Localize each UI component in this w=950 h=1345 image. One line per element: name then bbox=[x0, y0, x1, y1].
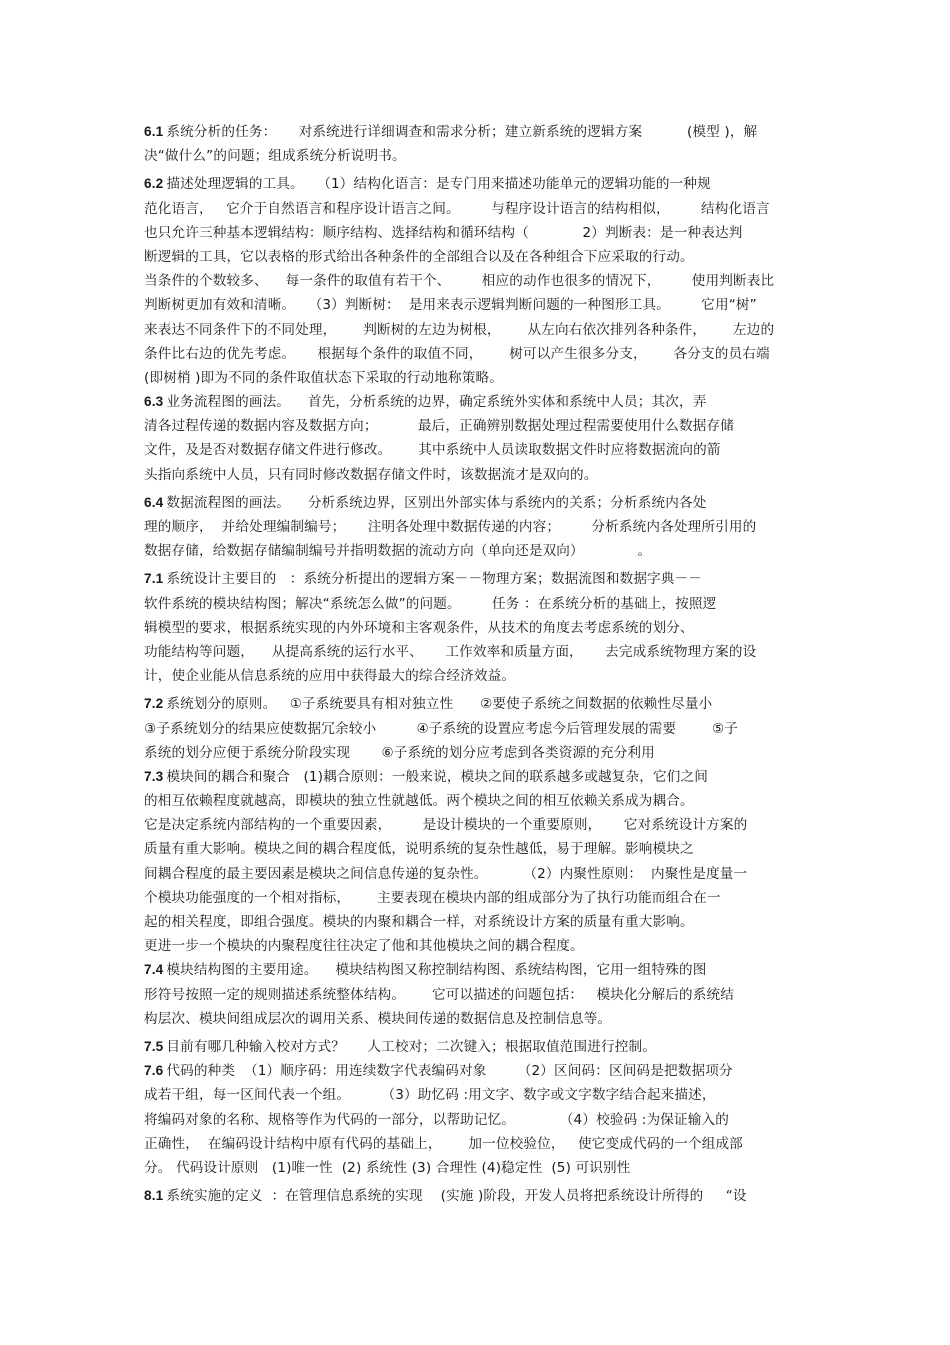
line-text: 将编码对象的名称、规格等作为代码的一部分，以帮助记忆。 （4）校验码 :为保证输入的 bbox=[144, 1111, 729, 1128]
line-text: 断逻辑的工具，它以表格的形式给出各种条件的全部组合以及在各种组合下应采取的行动。 bbox=[144, 248, 694, 265]
line-text: (即树梢 )即为不同的条件取值状态下采取的行动地称策略。 bbox=[144, 369, 503, 386]
text-line bbox=[144, 414, 808, 438]
section-number: 7.3 bbox=[144, 768, 164, 784]
line-text: 数据流程图的画法。 分析系统边界，区别出外部实体与系统内的关系；分析系统内各处 bbox=[166, 494, 707, 511]
line-text: 系统实施的定义 ：在管理信息系统的实现 (实施 )阶段，开发人员将把系统设计所得的 “设 bbox=[166, 1188, 747, 1205]
line-text: 分。 代码设计原则 (1)唯一性 (2) 系统性 (3) 合理性 (4)稳定性 (5) 可识别性 bbox=[144, 1159, 631, 1176]
section-number: 6.2 bbox=[144, 176, 164, 192]
line-text: 模块间的耦合和聚合 (1)耦合原则：一般来说，模块之间的联系越多或越复杂，它们之间 bbox=[166, 768, 708, 785]
text-line bbox=[144, 144, 808, 168]
line-text: 也只允许三种基本逻辑结构：顺序结构、选择结构和循环结构（ 2）判断表：是一种表达判 bbox=[144, 224, 743, 241]
line-text: 业务流程图的画法。 首先，分析系统的边界，确定系统外实体和系统中人员；其次，弄 bbox=[166, 394, 707, 411]
text-line bbox=[144, 983, 808, 1007]
text-line bbox=[144, 741, 808, 765]
line-text: 当条件的个数较多、 每一条件的取值有若干个、 相应的动作也很多的情况下， 使用判断表比 bbox=[144, 273, 775, 290]
section-heading-line bbox=[144, 1035, 808, 1059]
text-line bbox=[144, 640, 808, 664]
text-line bbox=[144, 886, 808, 910]
document-body bbox=[144, 120, 808, 1208]
line-text: 系统的划分应便于系统分阶段实现 ⑥子系统的划分应考虑到各类资源的充分利用 bbox=[144, 744, 655, 761]
line-text: 成若干组，每一区间代表一个组。 （3）助忆码 :用文字、数字或文字数字结合起来描述， bbox=[144, 1087, 716, 1104]
text-line bbox=[144, 837, 808, 861]
line-text: 它是决定系统内部结构的一个重要因素， 是设计模块的一个重要原则， 它对系统设计方案的 bbox=[144, 817, 748, 834]
section-heading-line bbox=[144, 692, 808, 716]
line-text: 头指向系统中人员，只有同时修改数据存储文件时，该数据流才是双向的。 bbox=[144, 466, 598, 483]
line-text: 数据存储，给数据存储编制编号并指明数据的流动方向（单向还是双向） 。 bbox=[144, 543, 652, 560]
text-line bbox=[144, 934, 808, 958]
text-line bbox=[144, 366, 808, 390]
line-text: 质量有重大影响。模块之间的耦合程度低，说明系统的复杂性越低，易于理解。影响模块之 bbox=[144, 841, 694, 858]
line-text: 间耦合程度的最主要因素是模块之间信息传递的复杂性。 （2）内聚性原则： 内聚性是度量一 bbox=[144, 865, 748, 882]
text-line bbox=[144, 789, 808, 813]
line-text: 条件比右边的优先考虑。 根据每个条件的取值不同， 树可以产生很多分支， 各分支的员右端 bbox=[144, 345, 770, 362]
line-text: 文件，及是否对数据存储文件进行修改。 其中系统中人员读取数据文件时应将数据流向的箭 bbox=[144, 442, 721, 459]
line-text: 范化语言， 它介于自然语言和程序设计语言之间。 与程序设计语言的结构相似， 结构化语言 bbox=[144, 200, 770, 217]
line-text: 模块结构图的主要用途。 模块结构图又称控制结构图、系统结构图，它用一组特殊的图 bbox=[166, 962, 707, 979]
line-text: 来表达不同条件下的不同处理， 判断树的左边为树根， 从左向右依次排列各种条件， 左边的 bbox=[144, 321, 775, 338]
text-line bbox=[144, 318, 808, 342]
text-line bbox=[144, 592, 808, 616]
text-line bbox=[144, 221, 808, 245]
section-heading-line bbox=[144, 491, 808, 515]
line-text: 代码的种类 （1）顺序码：用连续数字代表编码对象 （2）区间码：区间码是把数据项分 bbox=[166, 1063, 733, 1080]
text-line bbox=[144, 1156, 808, 1180]
line-text: 判断树更加有效和清晰。 （3）判断树： 是用来表示逻辑判断问题的一种图形工具。 它用“树” bbox=[144, 297, 757, 314]
line-text: 辑模型的要求，根据系统实现的内外环境和主客观条件，从技术的角度去考虑系统的划分、 bbox=[144, 619, 694, 636]
text-line bbox=[144, 515, 808, 539]
line-text: 正确性， 在编码设计结构中原有代码的基础上， 加一位校验位， 使它变成代码的一个组成部 bbox=[144, 1135, 743, 1152]
line-text: 更进一步一个模块的内聚程度往往决定了他和其他模块之间的耦合程度。 bbox=[144, 938, 584, 955]
text-line bbox=[144, 197, 808, 221]
section-heading-line bbox=[144, 567, 808, 591]
line-text: 功能结构等问题， 从提高系统的运行水平、 工作效率和质量方面， 去完成系统物理方案的设 bbox=[144, 643, 757, 660]
section-number: 7.4 bbox=[144, 962, 164, 978]
text-line bbox=[144, 1108, 808, 1132]
section-number: 7.6 bbox=[144, 1063, 164, 1079]
section-heading-line bbox=[144, 1184, 808, 1208]
text-line bbox=[144, 269, 808, 293]
text-line bbox=[144, 664, 808, 688]
text-line bbox=[144, 616, 808, 640]
text-line bbox=[144, 813, 808, 837]
section-number: 7.2 bbox=[144, 696, 164, 712]
line-text: 软件系统的模块结构图；解决“系统怎么做”的问题。 任务 ：在系统分析的基础上，按照逻 bbox=[144, 595, 717, 612]
text-line bbox=[144, 1007, 808, 1031]
line-text: 描述处理逻辑的工具。 （1）结构化语言：是专门用来描述功能单元的逻辑功能的一种规 bbox=[166, 176, 711, 193]
section-heading-line bbox=[144, 1059, 808, 1083]
text-line bbox=[144, 717, 808, 741]
line-text: 清各过程传递的数据内容及数据方向； 最后，正确辨别数据处理过程需要使用什么数据存储 bbox=[144, 418, 734, 435]
line-text: 系统划分的原则。 ①子系统要具有相对独立性 ②要使子系统之间数据的依赖性尽量小 bbox=[166, 696, 713, 713]
section-heading-line bbox=[144, 958, 808, 982]
line-text: 目前有哪几种输入校对方式？ 人工校对；二次键入；根据取值范围进行控制。 bbox=[166, 1038, 656, 1055]
text-line bbox=[144, 1132, 808, 1156]
line-text: 个模块功能强度的一个相对指标， 主要表现在模块内部的组成部分为了执行功能而组合在一 bbox=[144, 889, 721, 906]
line-text: 起的相关程度，即组合强度。模块的内聚和耦合一样，对系统设计方案的质量有重大影响。 bbox=[144, 914, 694, 930]
text-line bbox=[144, 910, 808, 934]
line-text: 的相互依赖程度就越高，即模块的独立性就越低。两个模块之间的相互依赖关系成为耦合。 bbox=[144, 793, 694, 810]
line-text: 形符号按照一定的规则描述系统整体结构。 它可以描述的问题包括： 模块化分解后的系统结 bbox=[144, 986, 734, 1003]
text-line bbox=[144, 1083, 808, 1107]
section-number: 7.5 bbox=[144, 1038, 164, 1054]
text-line bbox=[144, 463, 808, 487]
text-line bbox=[144, 342, 808, 366]
text-line bbox=[144, 862, 808, 886]
text-line bbox=[144, 438, 808, 462]
line-text: 计，使企业能从信息系统的应用中获得最大的综合经济效益。 bbox=[144, 668, 516, 685]
section-number: 8.1 bbox=[144, 1188, 164, 1204]
section-heading-line bbox=[144, 765, 808, 789]
section-heading-line bbox=[144, 390, 808, 414]
section-number: 6.4 bbox=[144, 494, 164, 510]
text-line bbox=[144, 539, 808, 563]
section-number: 7.1 bbox=[144, 571, 164, 587]
section-number: 6.1 bbox=[144, 124, 164, 139]
line-text: 构层次、模块间组成层次的调用关系、模块间传递的数据信息及控制信息等。 bbox=[144, 1010, 612, 1027]
line-text: ③子系统划分的结果应使数据冗余较小 ④子系统的设置应考虑今后管理发展的需要 ⑤子 bbox=[144, 720, 739, 737]
section-number: 6.3 bbox=[144, 394, 164, 410]
line-text: 理的顺序， 并给处理编制编号； 注明各处理中数据传递的内容； 分析系统内各处理所引用的 bbox=[144, 519, 757, 535]
section-heading-line bbox=[144, 120, 808, 144]
line-text: 系统分析的任务： 对系统进行详细调查和需求分析；建立新系统的逻辑方案 (模型 )，解 bbox=[166, 124, 758, 140]
text-line bbox=[144, 245, 808, 269]
line-text: 决“做什么”的问题；组成系统分析说明书。 bbox=[144, 148, 406, 165]
line-text: 系统设计主要目的 ：系统分析提出的逻辑方案－－物理方案；数据流图和数据字典－－ bbox=[166, 571, 703, 588]
section-heading-line bbox=[144, 172, 808, 196]
text-line bbox=[144, 293, 808, 317]
